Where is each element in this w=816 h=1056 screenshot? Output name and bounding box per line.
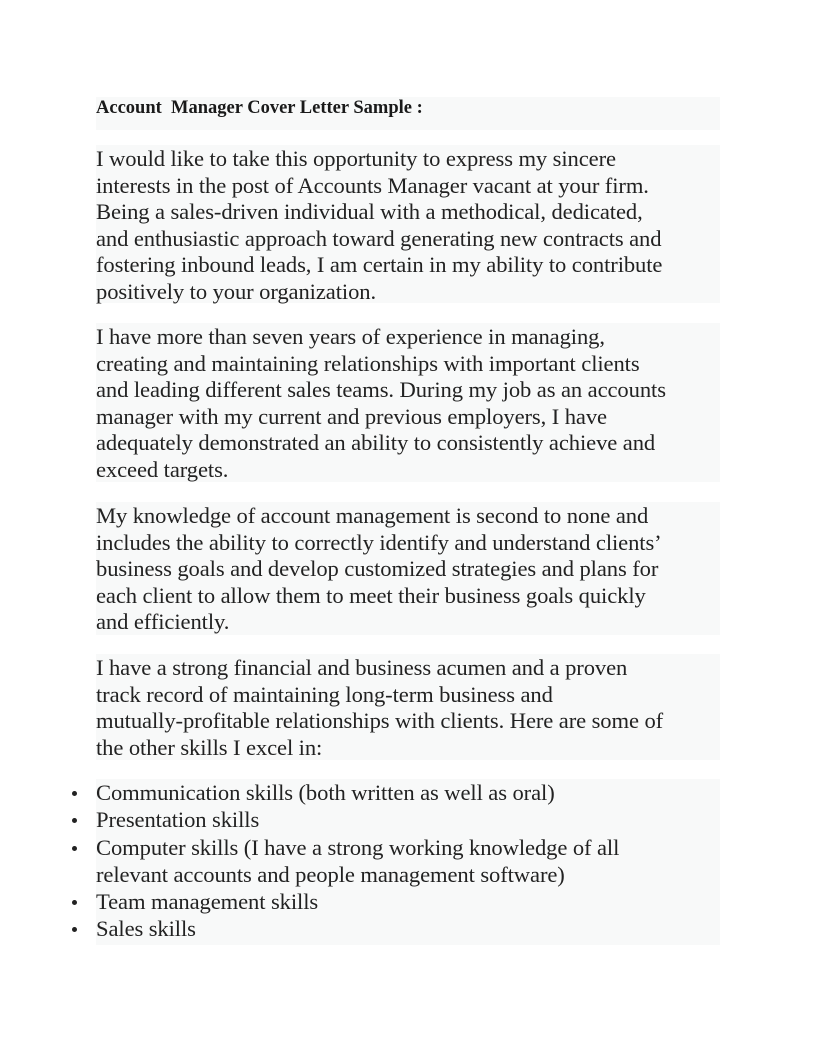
paragraph-line: I have more than seven years of experience in managing, <box>96 324 605 349</box>
list-item <box>96 806 720 833</box>
list-item-text: relevant accounts and people management software) <box>96 861 565 887</box>
paragraph-4 <box>96 654 720 760</box>
bullet-icon <box>72 791 77 796</box>
list-item-text: Sales skills <box>96 916 196 942</box>
list-item-text: Presentation skills <box>96 807 260 833</box>
list-item-text: Team management skills <box>96 889 319 915</box>
document-title: Account Manager Cover Letter Sample : <box>96 97 720 130</box>
paragraph-3 <box>96 502 720 635</box>
paragraph-line: I would like to take this opportunity to express my sincere <box>96 146 616 171</box>
list-item <box>96 779 720 806</box>
paragraph-line: positively to your organization. <box>96 278 377 304</box>
paragraph-line: manager with my current and previous employers, I have <box>96 403 607 429</box>
paragraph-line: and enthusiastic approach toward generating new contracts and <box>96 225 662 251</box>
bullet-icon <box>72 846 77 851</box>
list-item-text: Computer skills (I have a strong working knowledge of all <box>96 834 620 860</box>
paragraph-line: Being a sales-driven individual with a methodical, dedicated, <box>96 199 643 225</box>
list-item <box>96 888 720 915</box>
bullet-icon <box>72 927 77 932</box>
paragraph-line: mutually-profitable relationships with clients. Here are some of <box>96 708 664 734</box>
skills-list <box>96 779 720 945</box>
paragraph-1 <box>96 145 720 303</box>
paragraph-line: fostering inbound leads, I am certain in my ability to contribute <box>96 252 663 278</box>
bullet-icon <box>72 900 77 905</box>
paragraph-line: the other skills I excel in: <box>96 734 323 760</box>
paragraph-line: track record of maintaining long-term business and <box>96 681 553 707</box>
bullet-icon <box>72 818 77 823</box>
paragraph-line: adequately demonstrated an ability to consistently achieve and <box>96 430 656 456</box>
list-item <box>96 834 720 889</box>
paragraph-line: creating and maintaining relationships with important clients <box>96 350 640 376</box>
paragraph-line: each client to allow them to meet their business goals quickly <box>96 582 646 608</box>
paragraph-line: includes the ability to correctly identify and understand clients’ <box>96 529 662 555</box>
paragraph-line: interests in the post of Accounts Manager vacant at your firm. <box>96 172 649 198</box>
paragraph-line: I have a strong financial and business acumen and a proven <box>96 655 628 680</box>
list-item <box>96 915 720 942</box>
paragraph-line: and leading different sales teams. During my job as an accounts <box>96 377 666 403</box>
paragraph-2 <box>96 323 720 482</box>
paragraph-line: My knowledge of account management is second to none and <box>96 503 649 528</box>
paragraph-line: exceed targets. <box>96 456 229 482</box>
paragraph-line: and efficiently. <box>96 609 230 635</box>
list-item-text: Communication skills (both written as well as oral) <box>96 780 555 805</box>
paragraph-line: business goals and develop customized strategies and plans for <box>96 556 659 582</box>
